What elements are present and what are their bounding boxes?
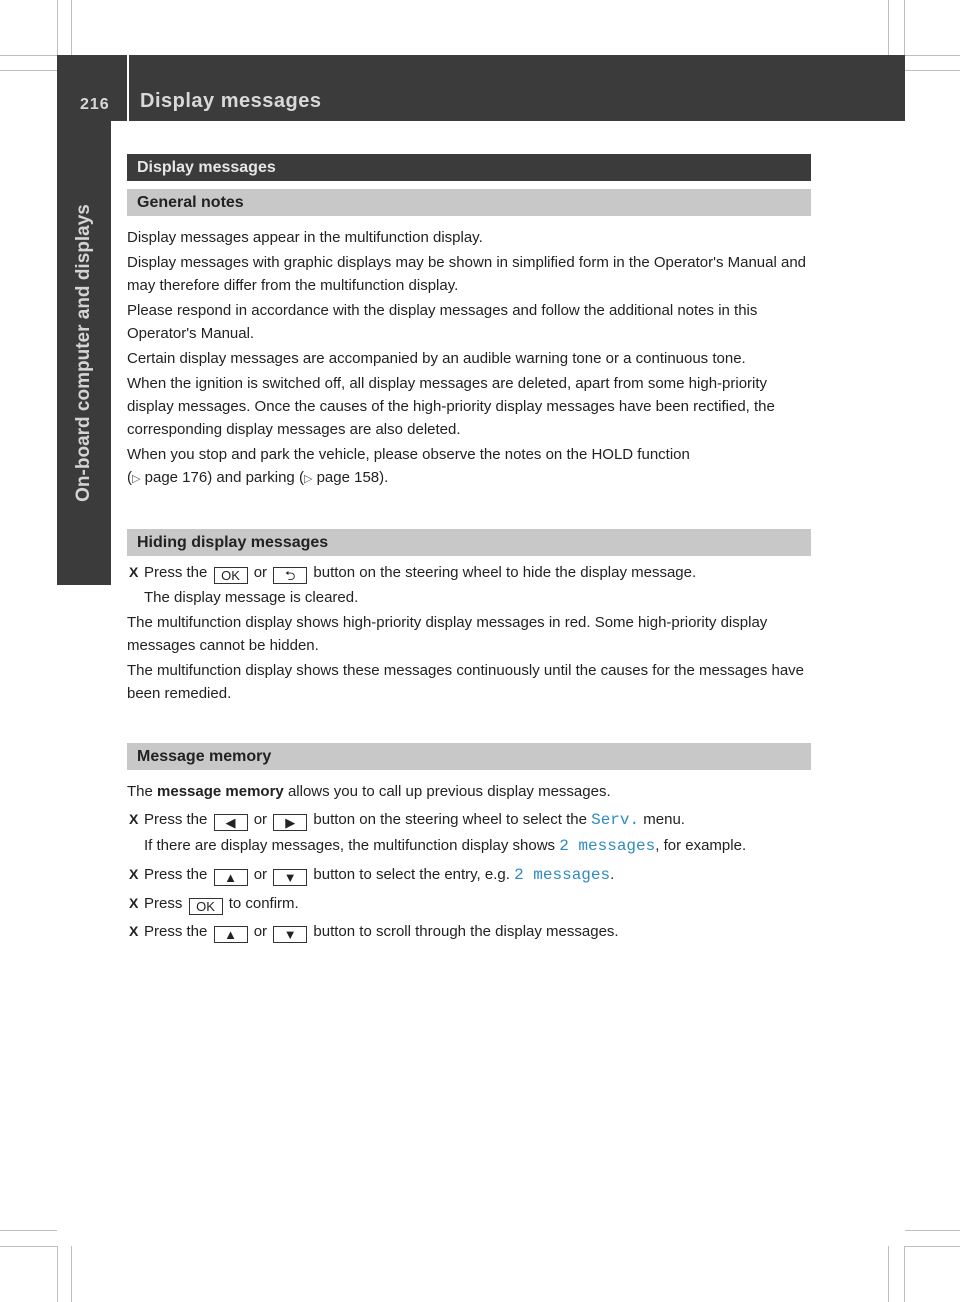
text: , for example. [655, 837, 747, 854]
up-key-icon: ▲ [214, 926, 248, 943]
crop-mark [0, 1246, 57, 1247]
text: or [253, 923, 268, 940]
instruction-step [127, 890, 811, 915]
text: Press the [144, 866, 208, 883]
crop-mark [0, 55, 57, 56]
instruction-step [127, 861, 811, 887]
text: button to select the entry, e.g. [313, 866, 510, 883]
subsection-message-memory: Message memory [127, 743, 811, 770]
paragraph: Display messages appear in the multifunction display. [127, 229, 483, 246]
text: Press the [144, 923, 208, 940]
instruction-step [127, 918, 811, 943]
step-continuation [127, 832, 811, 858]
up-key-icon: ▲ [214, 869, 248, 886]
step-marker-icon: X [129, 866, 139, 882]
header-title: Display messages [140, 90, 322, 112]
paragraph: When the ignition is switched off, all display messages are deleted, apart from some high-priority display messages. Once the causes of the high-priority display messages have been rectified, the corresponding display messages are also deleted. [127, 375, 775, 438]
crop-mark [888, 1246, 889, 1302]
instruction-step [127, 806, 811, 832]
text: Press [144, 895, 183, 912]
text: When you stop and park the vehicle, please observe the notes on the HOLD function [127, 446, 690, 463]
display-text-serv: Serv. [591, 811, 640, 829]
header-divider [127, 55, 129, 121]
left-key-icon: ◀ [214, 814, 248, 831]
page-number: 216 [80, 96, 110, 113]
down-key-icon: ▼ [273, 869, 307, 886]
arrow-icon: ▷ [132, 473, 141, 485]
crop-mark [905, 70, 960, 71]
step-result: The display message is cleared. [144, 589, 359, 606]
text: ). [379, 469, 389, 486]
paragraph-intro [127, 778, 811, 803]
page-reference-link[interactable]: page 158 [316, 469, 380, 486]
right-key-icon: ▶ [273, 814, 307, 831]
text: or [253, 564, 268, 581]
text: to confirm. [228, 895, 299, 912]
text: or [253, 866, 268, 883]
back-key-icon: ⮌ [273, 567, 307, 584]
text: ) and parking ( [207, 469, 304, 486]
text: The [127, 783, 153, 800]
ok-key-icon: OK [189, 898, 223, 915]
paragraph: Please respond in accordance with the display messages and follow the additional notes in this Operator's Manual. [127, 302, 758, 342]
paragraph: Display messages with graphic displays may be shown in simplified form in the Operator's Manual and may therefore differ from the multifunction display. [127, 254, 807, 294]
text: Press the [144, 564, 208, 581]
crop-mark [904, 0, 905, 55]
down-key-icon: ▼ [273, 926, 307, 943]
paragraph: The multifunction display shows these messages continuously until the causes for the messages have been remedied. [127, 662, 805, 702]
text: button on the steering wheel to select the [313, 811, 587, 828]
subsection-hiding: Hiding display messages [127, 529, 811, 556]
step-marker-icon: X [129, 895, 139, 911]
crop-mark [905, 1246, 960, 1247]
text: ( [127, 469, 132, 486]
text: allows you to call up previous display messages. [287, 783, 611, 800]
crop-mark [905, 1230, 960, 1231]
step-marker-icon: X [129, 923, 139, 939]
paragraph: The multifunction display shows high-priority display messages in red. Some high-priority display messages cannot be hidden. [127, 614, 768, 654]
arrow-icon: ▷ [303, 473, 313, 485]
crop-mark [71, 1246, 72, 1302]
crop-mark [0, 1230, 57, 1231]
text: button on the steering wheel to hide the display message. [313, 564, 697, 581]
step-marker-icon: X [129, 564, 139, 580]
crop-mark [0, 70, 57, 71]
crop-mark [71, 0, 72, 55]
subsection-general-notes: General notes [127, 189, 811, 216]
crop-mark [57, 0, 58, 55]
text: or [253, 811, 268, 828]
term-message-memory: message memory [157, 783, 284, 800]
step-marker-icon: X [129, 811, 139, 827]
text: . [610, 866, 615, 883]
crop-mark [905, 55, 960, 56]
ok-key-icon: OK [214, 567, 248, 584]
text: If there are display messages, the multifunction display shows [144, 837, 556, 854]
paragraph: Certain display messages are accompanied by an audible warning tone or a continuous tone. [127, 350, 746, 367]
paragraph-hold [127, 441, 811, 491]
crop-mark [57, 1246, 58, 1302]
text: button to scroll through the display messages. [313, 923, 619, 940]
chapter-tab-label: On-board computer and displays [73, 204, 94, 502]
instruction-step [127, 559, 811, 584]
text: Press the [144, 811, 208, 828]
crop-mark [888, 0, 889, 55]
page-reference-link[interactable]: page 176 [144, 469, 208, 486]
crop-mark [904, 1246, 905, 1302]
page-content [127, 154, 811, 943]
section-title: Display messages [127, 154, 811, 181]
display-text-messages: 2 messages [559, 837, 656, 855]
display-text-messages: 2 messages [514, 866, 611, 884]
text: menu. [643, 811, 685, 828]
